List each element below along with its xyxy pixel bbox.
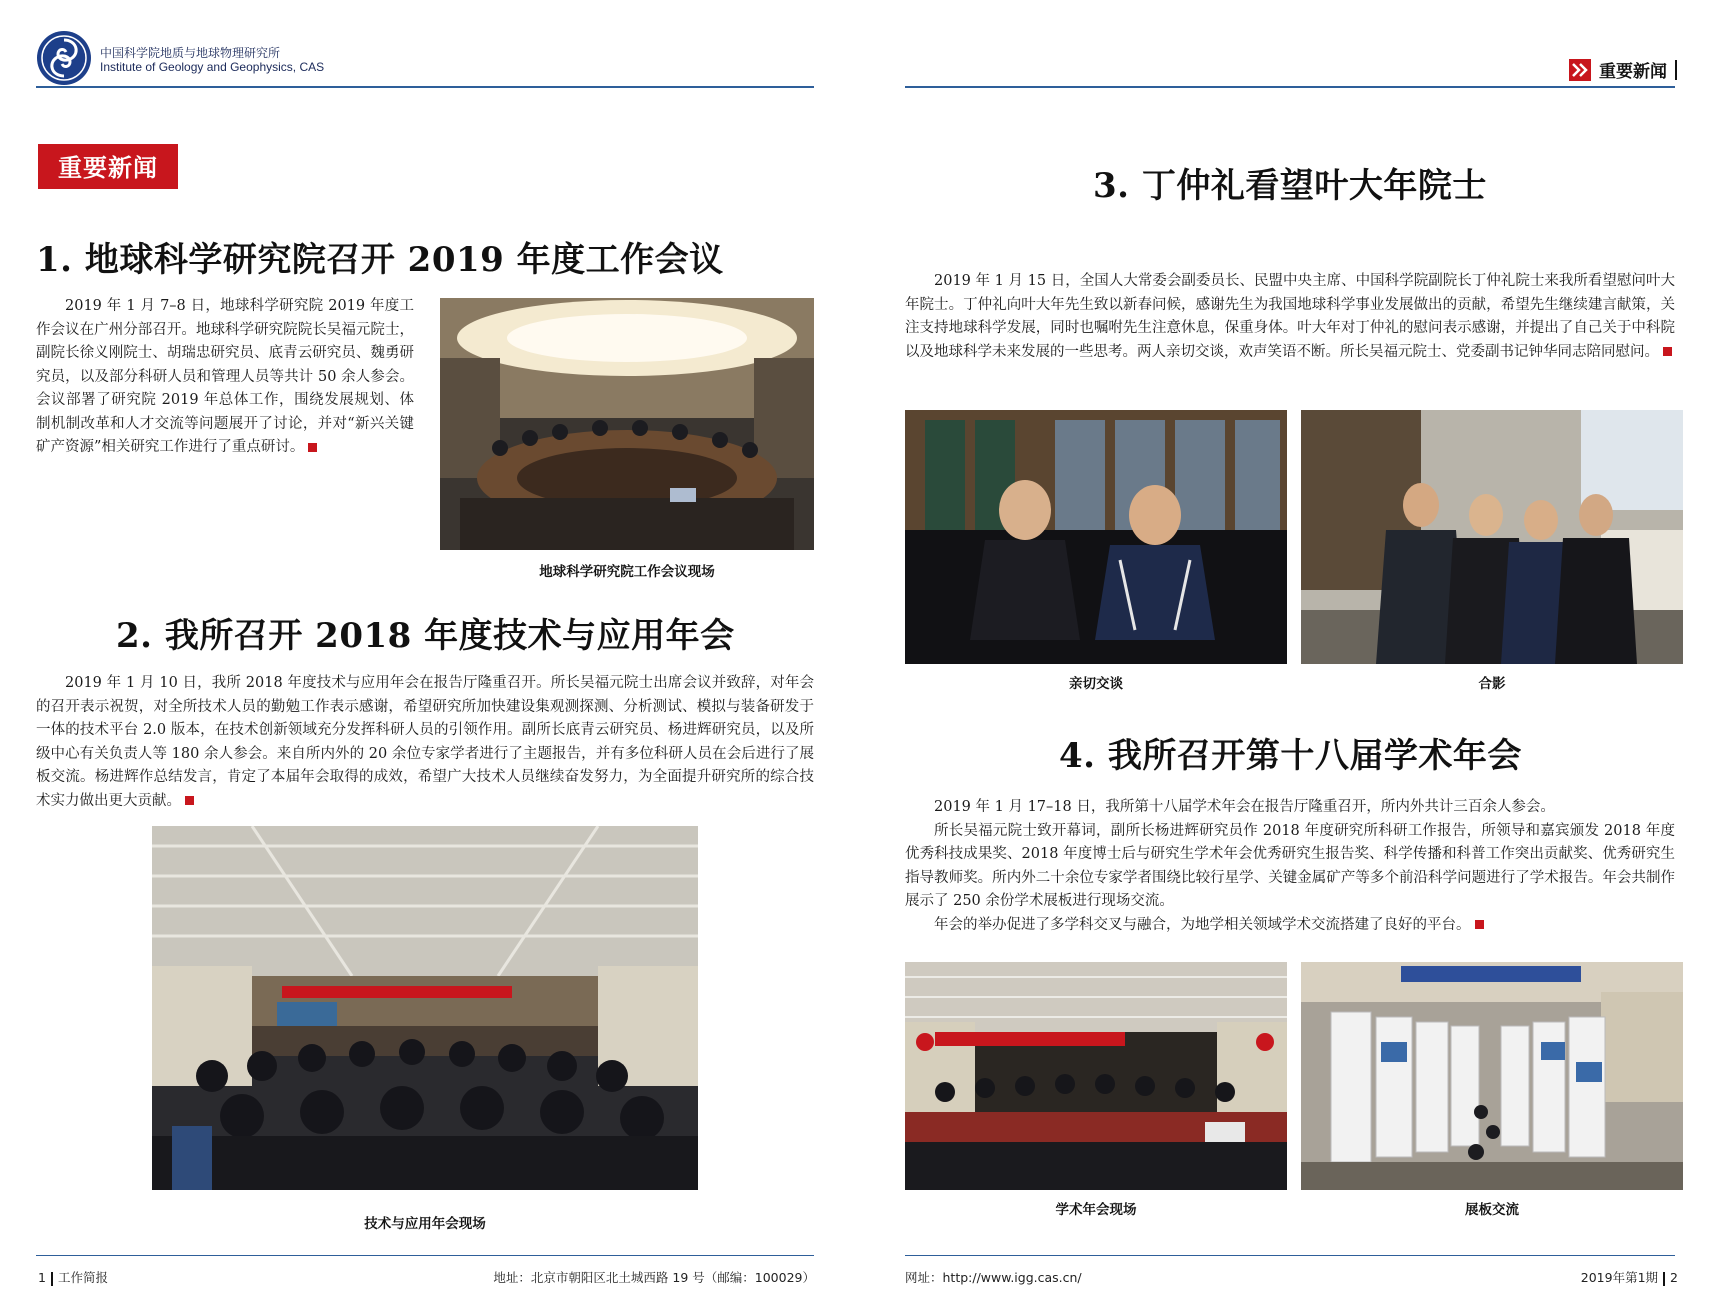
article-3-body [905, 270, 1675, 364]
article-4-paragraph-3: 年会的举办促进了多学科交叉与融合，为地学相关领域学术交流搭建了良好的平台。 [934, 916, 1471, 933]
article-4-caption-2: 展板交流 [1465, 1202, 1519, 1218]
right-page [855, 0, 1710, 1305]
right-page-number: 2 [1670, 1270, 1678, 1285]
right-footer-label [1581, 1268, 1678, 1286]
double-chevron-right-icon [1569, 59, 1591, 81]
end-mark-icon [1475, 920, 1484, 929]
article-1-caption: 地球科学研究院工作会议现场 [539, 564, 715, 580]
issue-label: 2019年第1期 [1580, 1270, 1659, 1285]
photo-auditorium [152, 826, 698, 1190]
article-4-paragraph-2: 所长吴福元院士致开幕词，副所长杨进辉研究员作 2018 年度研究所科研工作报告，所领导和嘉宾颁发 2018 年度优秀科技成果奖、2018 年度博士后与研究生学术年会优秀研究生报告奖、科学传播和科普工作突出贡献奖、优秀研究生指导教师奖。所内外二十余位专家学者围绕比较行星学、关键金属矿产等多个前沿科学问题进行了学术报告。年会共制作展示了 250 余份学术展板进行现场交流。 [905, 822, 1675, 909]
website-text: 网址：http://www.igg.cas.cn/ [905, 1270, 1082, 1285]
institute-name-cn: 中国科学院地质与地球物理研究所 [100, 46, 281, 60]
article-1-paragraph: 2019 年 1 月 7–8 日，地球科学研究院 2019 年度工作会议在广州分部召开。地球科学研究院院长吴福元院士，副院长徐义刚院士、胡瑞忠研究员、底青云研究员、魏勇研究员，以及部分科研人员和管理人员等共计 50 余人参会。会议部署了研究院 2019 年总体工作，围绕发展规划、体制机制改革和人才交流等问题展开了讨论，并对“新兴关键矿产资源”相关研究工作进行了重点研讨。 [36, 298, 414, 455]
bulletin-label: 工作简报 [57, 1270, 108, 1285]
photo-talking [905, 410, 1287, 664]
article-4-caption-1: 学术年会现场 [1055, 1202, 1137, 1218]
end-mark-icon [308, 443, 317, 452]
end-mark-icon [1663, 347, 1672, 356]
article-4-paragraph-1: 2019 年 1 月 17–18 日，我所第十八届学术年会在报告厅隆重召开，所内外共计三百余人参会。 [934, 799, 1555, 815]
institute-name-en: Institute of Geology and Geophysics, CAS [100, 60, 325, 74]
address-text: 地址：北京市朝阳区北土城西路 19 号（邮编：100029） [493, 1270, 815, 1285]
institute-logo-icon [36, 30, 92, 86]
article-1-body [36, 295, 414, 460]
divider [1675, 60, 1677, 80]
article-3-headline: 3. 丁仲礼看望叶大年院士 [1093, 166, 1487, 206]
article-4-headline: 4. 我所召开第十八届学术年会 [1059, 736, 1522, 776]
article-2-paragraph: 2019 年 1 月 10 日，我所 2018 年度技术与应用年会在报告厅隆重召开。所长吴福元院士出席会议并致辞，对年会的召开表示祝贺，对全所技术人员的勤勉工作表示感谢，希望研究所加快建设集观测探测、分析测试、模拟与装备研发于一体的技术平台 2.0 版本，在技术创新领域充分发挥科研人员的引领作用。副所长底青云研究员、杨进辉研究员，以及所级中心有关负责人等 180 余人参会。来自所内外的 20 余位专家学者进行了主题报告，并有多位科研人员在会后进行了展板交流。杨进辉作总结发言，肯定了本届年会取得的成效，希望广大技术人员继续奋发努力，为全面提升研究所的综合技术实力做出更大贡献。 [36, 675, 814, 809]
photo-academic-conference [905, 962, 1287, 1190]
photo-conference-room [440, 298, 814, 550]
divider [1663, 1272, 1665, 1286]
article-2-headline: 2. 我所召开 2018 年度技术与应用年会 [116, 616, 735, 656]
end-mark-icon [185, 796, 194, 805]
article-3-caption-2: 合影 [1478, 676, 1506, 692]
article-1-headline: 1. 地球科学研究院召开 2019 年度工作会议 [36, 240, 724, 280]
photo-poster-exchange [1301, 962, 1683, 1190]
left-footer-label [38, 1268, 108, 1286]
header-rule [905, 86, 1675, 88]
section-tag-right-label: 重要新闻 [1599, 62, 1667, 82]
left-page-number: 1 [38, 1270, 46, 1285]
article-2-caption: 技术与应用年会现场 [364, 1216, 486, 1232]
article-3-caption-1: 亲切交谈 [1069, 676, 1123, 692]
divider [51, 1272, 53, 1286]
section-tag: 重要新闻 [38, 144, 178, 189]
footer-rule [905, 1255, 1675, 1256]
header-rule [36, 86, 814, 88]
section-tag-right [1569, 57, 1677, 82]
article-3-paragraph: 2019 年 1 月 15 日，全国人大常委会副委员长、民盟中央主席、中国科学院副院长丁仲礼院士来我所看望慰问叶大年院士。丁仲礼向叶大年先生致以新春问候，感谢先生为我国地球科学事业发展做出的贡献，希望先生继续建言献策，关注支持地球科学发展，同时也嘱咐先生注意休息，保重身体。叶大年对丁仲礼的慰问表示感谢，并提出了自己关于中科院以及地球科学未来发展的一些思考。两人亲切交谈，欢声笑语不断。所长吴福元院士、党委副书记钟华同志陪同慰问。 [905, 273, 1675, 360]
photo-group [1301, 410, 1683, 664]
footer-rule [36, 1255, 814, 1256]
article-4-body [905, 796, 1675, 937]
article-2-body [36, 672, 814, 813]
